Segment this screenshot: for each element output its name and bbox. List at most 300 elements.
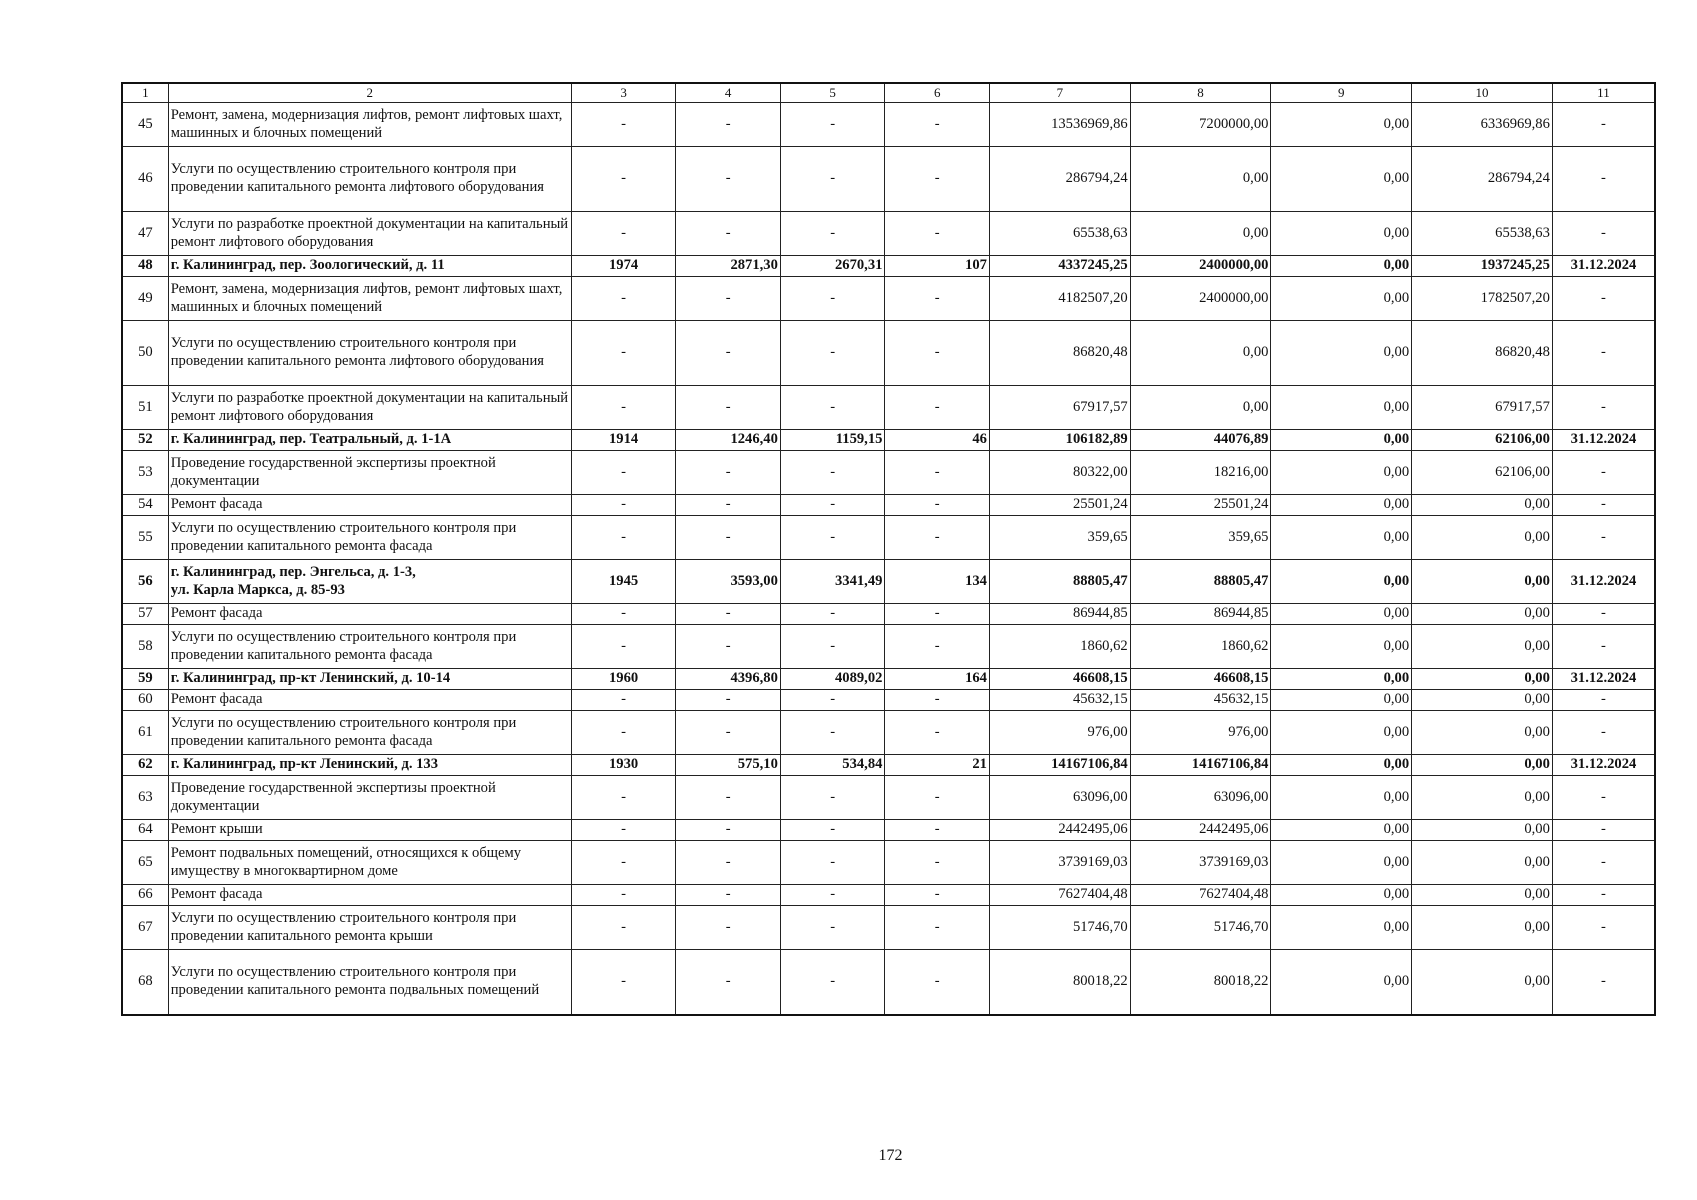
residents-cell: - — [885, 516, 990, 560]
deadline-cell: - — [1552, 495, 1655, 516]
column-header: 7 — [989, 83, 1130, 103]
residents-cell: - — [885, 212, 990, 256]
funds-cell: 0,00 — [1130, 147, 1271, 212]
cost-total-cell: 86944,85 — [989, 604, 1130, 625]
cost-total-cell: 286794,24 — [989, 147, 1130, 212]
funds-cell: 80018,22 — [1130, 950, 1271, 1016]
table-row — [122, 820, 1655, 841]
residents-cell: 134 — [885, 560, 990, 604]
area-total-cell: - — [676, 885, 781, 906]
funds-cell: 44076,89 — [1130, 430, 1271, 451]
other-funds-cell: 0,00 — [1271, 669, 1412, 690]
area-living-cell: - — [780, 495, 885, 516]
deadline-cell: - — [1552, 820, 1655, 841]
funds-cell: 0,00 — [1130, 212, 1271, 256]
area-total-cell: - — [676, 103, 781, 147]
row-number-cell: 52 — [122, 430, 168, 451]
other-funds-cell: 0,00 — [1271, 841, 1412, 885]
table-row — [122, 711, 1655, 755]
row-number-cell: 66 — [122, 885, 168, 906]
deadline-cell: - — [1552, 625, 1655, 669]
owner-funds-cell: 0,00 — [1412, 841, 1553, 885]
deadline-cell: 31.12.2024 — [1552, 669, 1655, 690]
row-number-cell: 45 — [122, 103, 168, 147]
item-name-cell — [168, 560, 571, 604]
column-header: 5 — [780, 83, 885, 103]
deadline-cell: - — [1552, 776, 1655, 820]
row-number-cell: 63 — [122, 776, 168, 820]
area-living-cell: - — [780, 451, 885, 495]
cost-total-cell: 976,00 — [989, 711, 1130, 755]
item-name-cell: Услуги по осуществлению строительного контроля при проведении капитального ремонта подвальных помещений — [168, 950, 571, 1016]
column-header: 9 — [1271, 83, 1412, 103]
deadline-cell: - — [1552, 103, 1655, 147]
cost-total-cell: 86820,48 — [989, 321, 1130, 386]
other-funds-cell: 0,00 — [1271, 277, 1412, 321]
year-cell: - — [571, 451, 676, 495]
cost-total-cell: 14167106,84 — [989, 755, 1130, 776]
other-funds-cell: 0,00 — [1271, 256, 1412, 277]
table-row — [122, 103, 1655, 147]
cost-total-cell: 80322,00 — [989, 451, 1130, 495]
deadline-cell: 31.12.2024 — [1552, 560, 1655, 604]
funds-cell: 3739169,03 — [1130, 841, 1271, 885]
area-total-cell: - — [676, 516, 781, 560]
row-number-cell: 61 — [122, 711, 168, 755]
row-number-cell: 65 — [122, 841, 168, 885]
column-header: 6 — [885, 83, 990, 103]
row-number-cell: 62 — [122, 755, 168, 776]
row-number-cell: 68 — [122, 950, 168, 1016]
cost-total-cell: 4337245,25 — [989, 256, 1130, 277]
other-funds-cell: 0,00 — [1271, 690, 1412, 711]
area-living-cell: - — [780, 516, 885, 560]
deadline-cell: 31.12.2024 — [1552, 256, 1655, 277]
cost-total-cell: 4182507,20 — [989, 277, 1130, 321]
owner-funds-cell: 0,00 — [1412, 516, 1553, 560]
table-row — [122, 690, 1655, 711]
year-cell: - — [571, 776, 676, 820]
residents-cell: 46 — [885, 430, 990, 451]
year-cell: - — [571, 277, 676, 321]
residents-cell: - — [885, 103, 990, 147]
deadline-cell: - — [1552, 690, 1655, 711]
area-total-cell: - — [676, 147, 781, 212]
owner-funds-cell: 0,00 — [1412, 776, 1553, 820]
cost-total-cell: 7627404,48 — [989, 885, 1130, 906]
item-name-cell: Услуги по разработке проектной документации на капитальный ремонт лифтового оборудования — [168, 212, 571, 256]
owner-funds-cell: 65538,63 — [1412, 212, 1553, 256]
residents-cell: - — [885, 711, 990, 755]
residents-cell: - — [885, 885, 990, 906]
funds-cell: 88805,47 — [1130, 560, 1271, 604]
other-funds-cell: 0,00 — [1271, 212, 1412, 256]
area-living-cell: 4089,02 — [780, 669, 885, 690]
area-total-cell: - — [676, 906, 781, 950]
cost-total-cell: 359,65 — [989, 516, 1130, 560]
other-funds-cell: 0,00 — [1271, 495, 1412, 516]
area-living-cell: - — [780, 147, 885, 212]
item-name-cell: г. Калининград, пр-кт Ленинский, д. 10-14 — [168, 669, 571, 690]
other-funds-cell: 0,00 — [1271, 321, 1412, 386]
table-row — [122, 841, 1655, 885]
item-name-cell: Услуги по осуществлению строительного контроля при проведении капитального ремонта лифтового оборудования — [168, 321, 571, 386]
area-total-cell: 1246,40 — [676, 430, 781, 451]
table-row — [122, 906, 1655, 950]
deadline-cell: - — [1552, 147, 1655, 212]
area-living-cell: - — [780, 906, 885, 950]
area-living-cell: - — [780, 690, 885, 711]
deadline-cell: - — [1552, 277, 1655, 321]
deadline-cell: - — [1552, 885, 1655, 906]
residents-cell: - — [885, 906, 990, 950]
item-name-cell: г. Калининград, пер. Театральный, д. 1-1А — [168, 430, 571, 451]
item-name-cell: г. Калининград, пр-кт Ленинский, д. 133 — [168, 755, 571, 776]
area-total-cell: - — [676, 711, 781, 755]
residents-cell: 107 — [885, 256, 990, 277]
funds-cell: 46608,15 — [1130, 669, 1271, 690]
year-cell: - — [571, 625, 676, 669]
address-line: ул. Карла Маркса, д. 85-93 — [170, 581, 345, 598]
area-living-cell: - — [780, 841, 885, 885]
table-row — [122, 212, 1655, 256]
residents-cell: - — [885, 604, 990, 625]
row-number-cell: 59 — [122, 669, 168, 690]
deadline-cell: - — [1552, 906, 1655, 950]
owner-funds-cell: 6336969,86 — [1412, 103, 1553, 147]
residents-cell: - — [885, 321, 990, 386]
table-row — [122, 604, 1655, 625]
owner-funds-cell: 0,00 — [1412, 950, 1553, 1016]
residents-cell: - — [885, 776, 990, 820]
item-name-cell: Ремонт, замена, модернизация лифтов, ремонт лифтовых шахт, машинных и блочных помещений — [168, 103, 571, 147]
residents-cell: 164 — [885, 669, 990, 690]
year-cell: - — [571, 321, 676, 386]
owner-funds-cell: 0,00 — [1412, 690, 1553, 711]
residents-cell: - — [885, 277, 990, 321]
year-cell: - — [571, 711, 676, 755]
item-name-cell: Ремонт фасада — [168, 885, 571, 906]
row-number-cell: 55 — [122, 516, 168, 560]
funds-cell: 2442495,06 — [1130, 820, 1271, 841]
area-total-cell: - — [676, 950, 781, 1016]
owner-funds-cell: 286794,24 — [1412, 147, 1553, 212]
cost-total-cell: 3739169,03 — [989, 841, 1130, 885]
table-row — [122, 277, 1655, 321]
row-number-cell: 50 — [122, 321, 168, 386]
owner-funds-cell: 0,00 — [1412, 906, 1553, 950]
owner-funds-cell: 0,00 — [1412, 885, 1553, 906]
row-number-cell: 47 — [122, 212, 168, 256]
area-living-cell: 1159,15 — [780, 430, 885, 451]
row-number-cell: 54 — [122, 495, 168, 516]
row-number-cell: 57 — [122, 604, 168, 625]
area-living-cell: - — [780, 625, 885, 669]
year-cell: 1945 — [571, 560, 676, 604]
cost-total-cell: 106182,89 — [989, 430, 1130, 451]
row-number-cell: 48 — [122, 256, 168, 277]
owner-funds-cell: 62106,00 — [1412, 430, 1553, 451]
owner-funds-cell: 1782507,20 — [1412, 277, 1553, 321]
other-funds-cell: 0,00 — [1271, 625, 1412, 669]
funds-cell: 25501,24 — [1130, 495, 1271, 516]
other-funds-cell: 0,00 — [1271, 451, 1412, 495]
owner-funds-cell: 0,00 — [1412, 711, 1553, 755]
column-header: 11 — [1552, 83, 1655, 103]
table-row — [122, 950, 1655, 1016]
column-header: 8 — [1130, 83, 1271, 103]
year-cell: - — [571, 495, 676, 516]
owner-funds-cell: 0,00 — [1412, 669, 1553, 690]
residents-cell: - — [885, 451, 990, 495]
deadline-cell: - — [1552, 321, 1655, 386]
year-cell: - — [571, 147, 676, 212]
row-number-cell: 60 — [122, 690, 168, 711]
funds-cell: 86944,85 — [1130, 604, 1271, 625]
owner-funds-cell: 0,00 — [1412, 560, 1553, 604]
other-funds-cell: 0,00 — [1271, 604, 1412, 625]
residents-cell: 21 — [885, 755, 990, 776]
area-total-cell: - — [676, 495, 781, 516]
table-row — [122, 560, 1655, 604]
owner-funds-cell: 0,00 — [1412, 755, 1553, 776]
row-number-cell: 58 — [122, 625, 168, 669]
area-total-cell: - — [676, 625, 781, 669]
item-name-cell: Ремонт фасада — [168, 495, 571, 516]
table-row — [122, 495, 1655, 516]
table-row — [122, 321, 1655, 386]
item-name-cell: Услуги по осуществлению строительного контроля при проведении капитального ремонта фасада — [168, 516, 571, 560]
year-cell: - — [571, 386, 676, 430]
residents-cell: - — [885, 950, 990, 1016]
area-living-cell: - — [780, 820, 885, 841]
cost-total-cell: 25501,24 — [989, 495, 1130, 516]
funds-cell: 7200000,00 — [1130, 103, 1271, 147]
funds-cell: 63096,00 — [1130, 776, 1271, 820]
year-cell: 1914 — [571, 430, 676, 451]
area-living-cell: - — [780, 711, 885, 755]
cost-total-cell: 13536969,86 — [989, 103, 1130, 147]
owner-funds-cell: 86820,48 — [1412, 321, 1553, 386]
area-living-cell: 3341,49 — [780, 560, 885, 604]
owner-funds-cell: 0,00 — [1412, 495, 1553, 516]
deadline-cell: 31.12.2024 — [1552, 430, 1655, 451]
residents-cell: - — [885, 820, 990, 841]
funds-cell: 2400000,00 — [1130, 277, 1271, 321]
cost-total-cell: 46608,15 — [989, 669, 1130, 690]
area-living-cell: - — [780, 776, 885, 820]
row-number-cell: 53 — [122, 451, 168, 495]
cost-total-cell: 45632,15 — [989, 690, 1130, 711]
owner-funds-cell: 0,00 — [1412, 625, 1553, 669]
cost-total-cell: 88805,47 — [989, 560, 1130, 604]
row-number-cell: 64 — [122, 820, 168, 841]
funds-cell: 7627404,48 — [1130, 885, 1271, 906]
table-row — [122, 451, 1655, 495]
cost-total-cell: 51746,70 — [989, 906, 1130, 950]
column-header: 10 — [1412, 83, 1553, 103]
table-row — [122, 386, 1655, 430]
other-funds-cell: 0,00 — [1271, 906, 1412, 950]
table-row — [122, 885, 1655, 906]
other-funds-cell: 0,00 — [1271, 950, 1412, 1016]
cost-total-cell: 63096,00 — [989, 776, 1130, 820]
owner-funds-cell: 67917,57 — [1412, 386, 1553, 430]
residents-cell: - — [885, 147, 990, 212]
row-number-cell: 46 — [122, 147, 168, 212]
year-cell: - — [571, 604, 676, 625]
row-number-cell: 51 — [122, 386, 168, 430]
table-row — [122, 776, 1655, 820]
funds-cell: 51746,70 — [1130, 906, 1271, 950]
residents-cell: - — [885, 690, 990, 711]
deadline-cell: - — [1552, 604, 1655, 625]
funds-cell: 0,00 — [1130, 321, 1271, 386]
page-number: 172 — [878, 1147, 903, 1164]
row-number-cell: 49 — [122, 277, 168, 321]
item-name-cell: Услуги по осуществлению строительного контроля при проведении капитального ремонта фасада — [168, 625, 571, 669]
deadline-cell: 31.12.2024 — [1552, 755, 1655, 776]
item-name-cell: Ремонт крыши — [168, 820, 571, 841]
other-funds-cell: 0,00 — [1271, 430, 1412, 451]
cost-total-cell: 80018,22 — [989, 950, 1130, 1016]
area-living-cell: - — [780, 885, 885, 906]
year-cell: - — [571, 103, 676, 147]
item-name-cell: Услуги по разработке проектной документации на капитальный ремонт лифтового оборудования — [168, 386, 571, 430]
area-total-cell: - — [676, 690, 781, 711]
year-cell: - — [571, 950, 676, 1016]
area-total-cell: - — [676, 277, 781, 321]
area-total-cell: - — [676, 841, 781, 885]
address-line: г. Калининград, пер. Энгельса, д. 1-3, — [170, 563, 416, 580]
owner-funds-cell: 1937245,25 — [1412, 256, 1553, 277]
funds-cell: 2400000,00 — [1130, 256, 1271, 277]
area-living-cell: - — [780, 386, 885, 430]
other-funds-cell: 0,00 — [1271, 711, 1412, 755]
area-living-cell: - — [780, 103, 885, 147]
funds-cell: 45632,15 — [1130, 690, 1271, 711]
area-living-cell: 2670,31 — [780, 256, 885, 277]
area-total-cell: 575,10 — [676, 755, 781, 776]
item-name-cell: Ремонт фасада — [168, 690, 571, 711]
area-living-cell: - — [780, 212, 885, 256]
other-funds-cell: 0,00 — [1271, 560, 1412, 604]
item-name-cell: Ремонт фасада — [168, 604, 571, 625]
other-funds-cell: 0,00 — [1271, 103, 1412, 147]
year-cell: - — [571, 212, 676, 256]
area-total-cell: 3593,00 — [676, 560, 781, 604]
table-row — [122, 516, 1655, 560]
year-cell: - — [571, 841, 676, 885]
residents-cell: - — [885, 625, 990, 669]
funds-cell: 14167106,84 — [1130, 755, 1271, 776]
column-header: 4 — [676, 83, 781, 103]
column-header: 1 — [122, 83, 168, 103]
header-row — [122, 83, 1655, 103]
area-living-cell: - — [780, 950, 885, 1016]
other-funds-cell: 0,00 — [1271, 776, 1412, 820]
owner-funds-cell: 0,00 — [1412, 820, 1553, 841]
row-number-cell: 67 — [122, 906, 168, 950]
deadline-cell: - — [1552, 212, 1655, 256]
deadline-cell: - — [1552, 841, 1655, 885]
year-cell: - — [571, 690, 676, 711]
funds-cell: 0,00 — [1130, 386, 1271, 430]
year-cell: - — [571, 516, 676, 560]
table-row — [122, 669, 1655, 690]
area-total-cell: - — [676, 604, 781, 625]
funds-cell: 976,00 — [1130, 711, 1271, 755]
funds-cell: 359,65 — [1130, 516, 1271, 560]
funds-cell: 18216,00 — [1130, 451, 1271, 495]
deadline-cell: - — [1552, 950, 1655, 1016]
area-total-cell: 4396,80 — [676, 669, 781, 690]
owner-funds-cell: 62106,00 — [1412, 451, 1553, 495]
deadline-cell: - — [1552, 711, 1655, 755]
item-name-cell: Ремонт подвальных помещений, относящихся к общему имуществу в многоквартирном доме — [168, 841, 571, 885]
other-funds-cell: 0,00 — [1271, 386, 1412, 430]
area-total-cell: - — [676, 386, 781, 430]
item-name-cell: Проведение государственной экспертизы проектной документации — [168, 451, 571, 495]
deadline-cell: - — [1552, 386, 1655, 430]
other-funds-cell: 0,00 — [1271, 755, 1412, 776]
item-name-cell: г. Калининград, пер. Зоологический, д. 11 — [168, 256, 571, 277]
year-cell: 1974 — [571, 256, 676, 277]
residents-cell: - — [885, 495, 990, 516]
year-cell: - — [571, 885, 676, 906]
area-living-cell: 534,84 — [780, 755, 885, 776]
area-total-cell: - — [676, 776, 781, 820]
column-header: 3 — [571, 83, 676, 103]
cost-total-cell: 2442495,06 — [989, 820, 1130, 841]
cost-total-cell: 1860,62 — [989, 625, 1130, 669]
area-living-cell: - — [780, 321, 885, 386]
year-cell: - — [571, 820, 676, 841]
other-funds-cell: 0,00 — [1271, 820, 1412, 841]
area-living-cell: - — [780, 604, 885, 625]
row-number-cell: 56 — [122, 560, 168, 604]
other-funds-cell: 0,00 — [1271, 516, 1412, 560]
table-row — [122, 430, 1655, 451]
residents-cell: - — [885, 841, 990, 885]
funds-cell: 1860,62 — [1130, 625, 1271, 669]
table-row — [122, 625, 1655, 669]
owner-funds-cell: 0,00 — [1412, 604, 1553, 625]
area-total-cell: - — [676, 820, 781, 841]
item-name-cell: Услуги по осуществлению строительного контроля при проведении капитального ремонта фасада — [168, 711, 571, 755]
item-name-cell: Проведение государственной экспертизы проектной документации — [168, 776, 571, 820]
item-name-cell: Ремонт, замена, модернизация лифтов, ремонт лифтовых шахт, машинных и блочных помещений — [168, 277, 571, 321]
year-cell: - — [571, 906, 676, 950]
other-funds-cell: 0,00 — [1271, 885, 1412, 906]
column-header: 2 — [168, 83, 571, 103]
year-cell: 1960 — [571, 669, 676, 690]
deadline-cell: - — [1552, 451, 1655, 495]
table-row — [122, 256, 1655, 277]
table-row — [122, 147, 1655, 212]
area-total-cell: - — [676, 212, 781, 256]
year-cell: 1930 — [571, 755, 676, 776]
cost-total-cell: 67917,57 — [989, 386, 1130, 430]
item-name-cell: Услуги по осуществлению строительного контроля при проведении капитального ремонта крыши — [168, 906, 571, 950]
data-table — [121, 82, 1656, 1016]
item-name-cell: Услуги по осуществлению строительного контроля при проведении капитального ремонта лифтового оборудования — [168, 147, 571, 212]
area-total-cell: - — [676, 451, 781, 495]
area-living-cell: - — [780, 277, 885, 321]
area-total-cell: 2871,30 — [676, 256, 781, 277]
residents-cell: - — [885, 386, 990, 430]
table-row — [122, 755, 1655, 776]
